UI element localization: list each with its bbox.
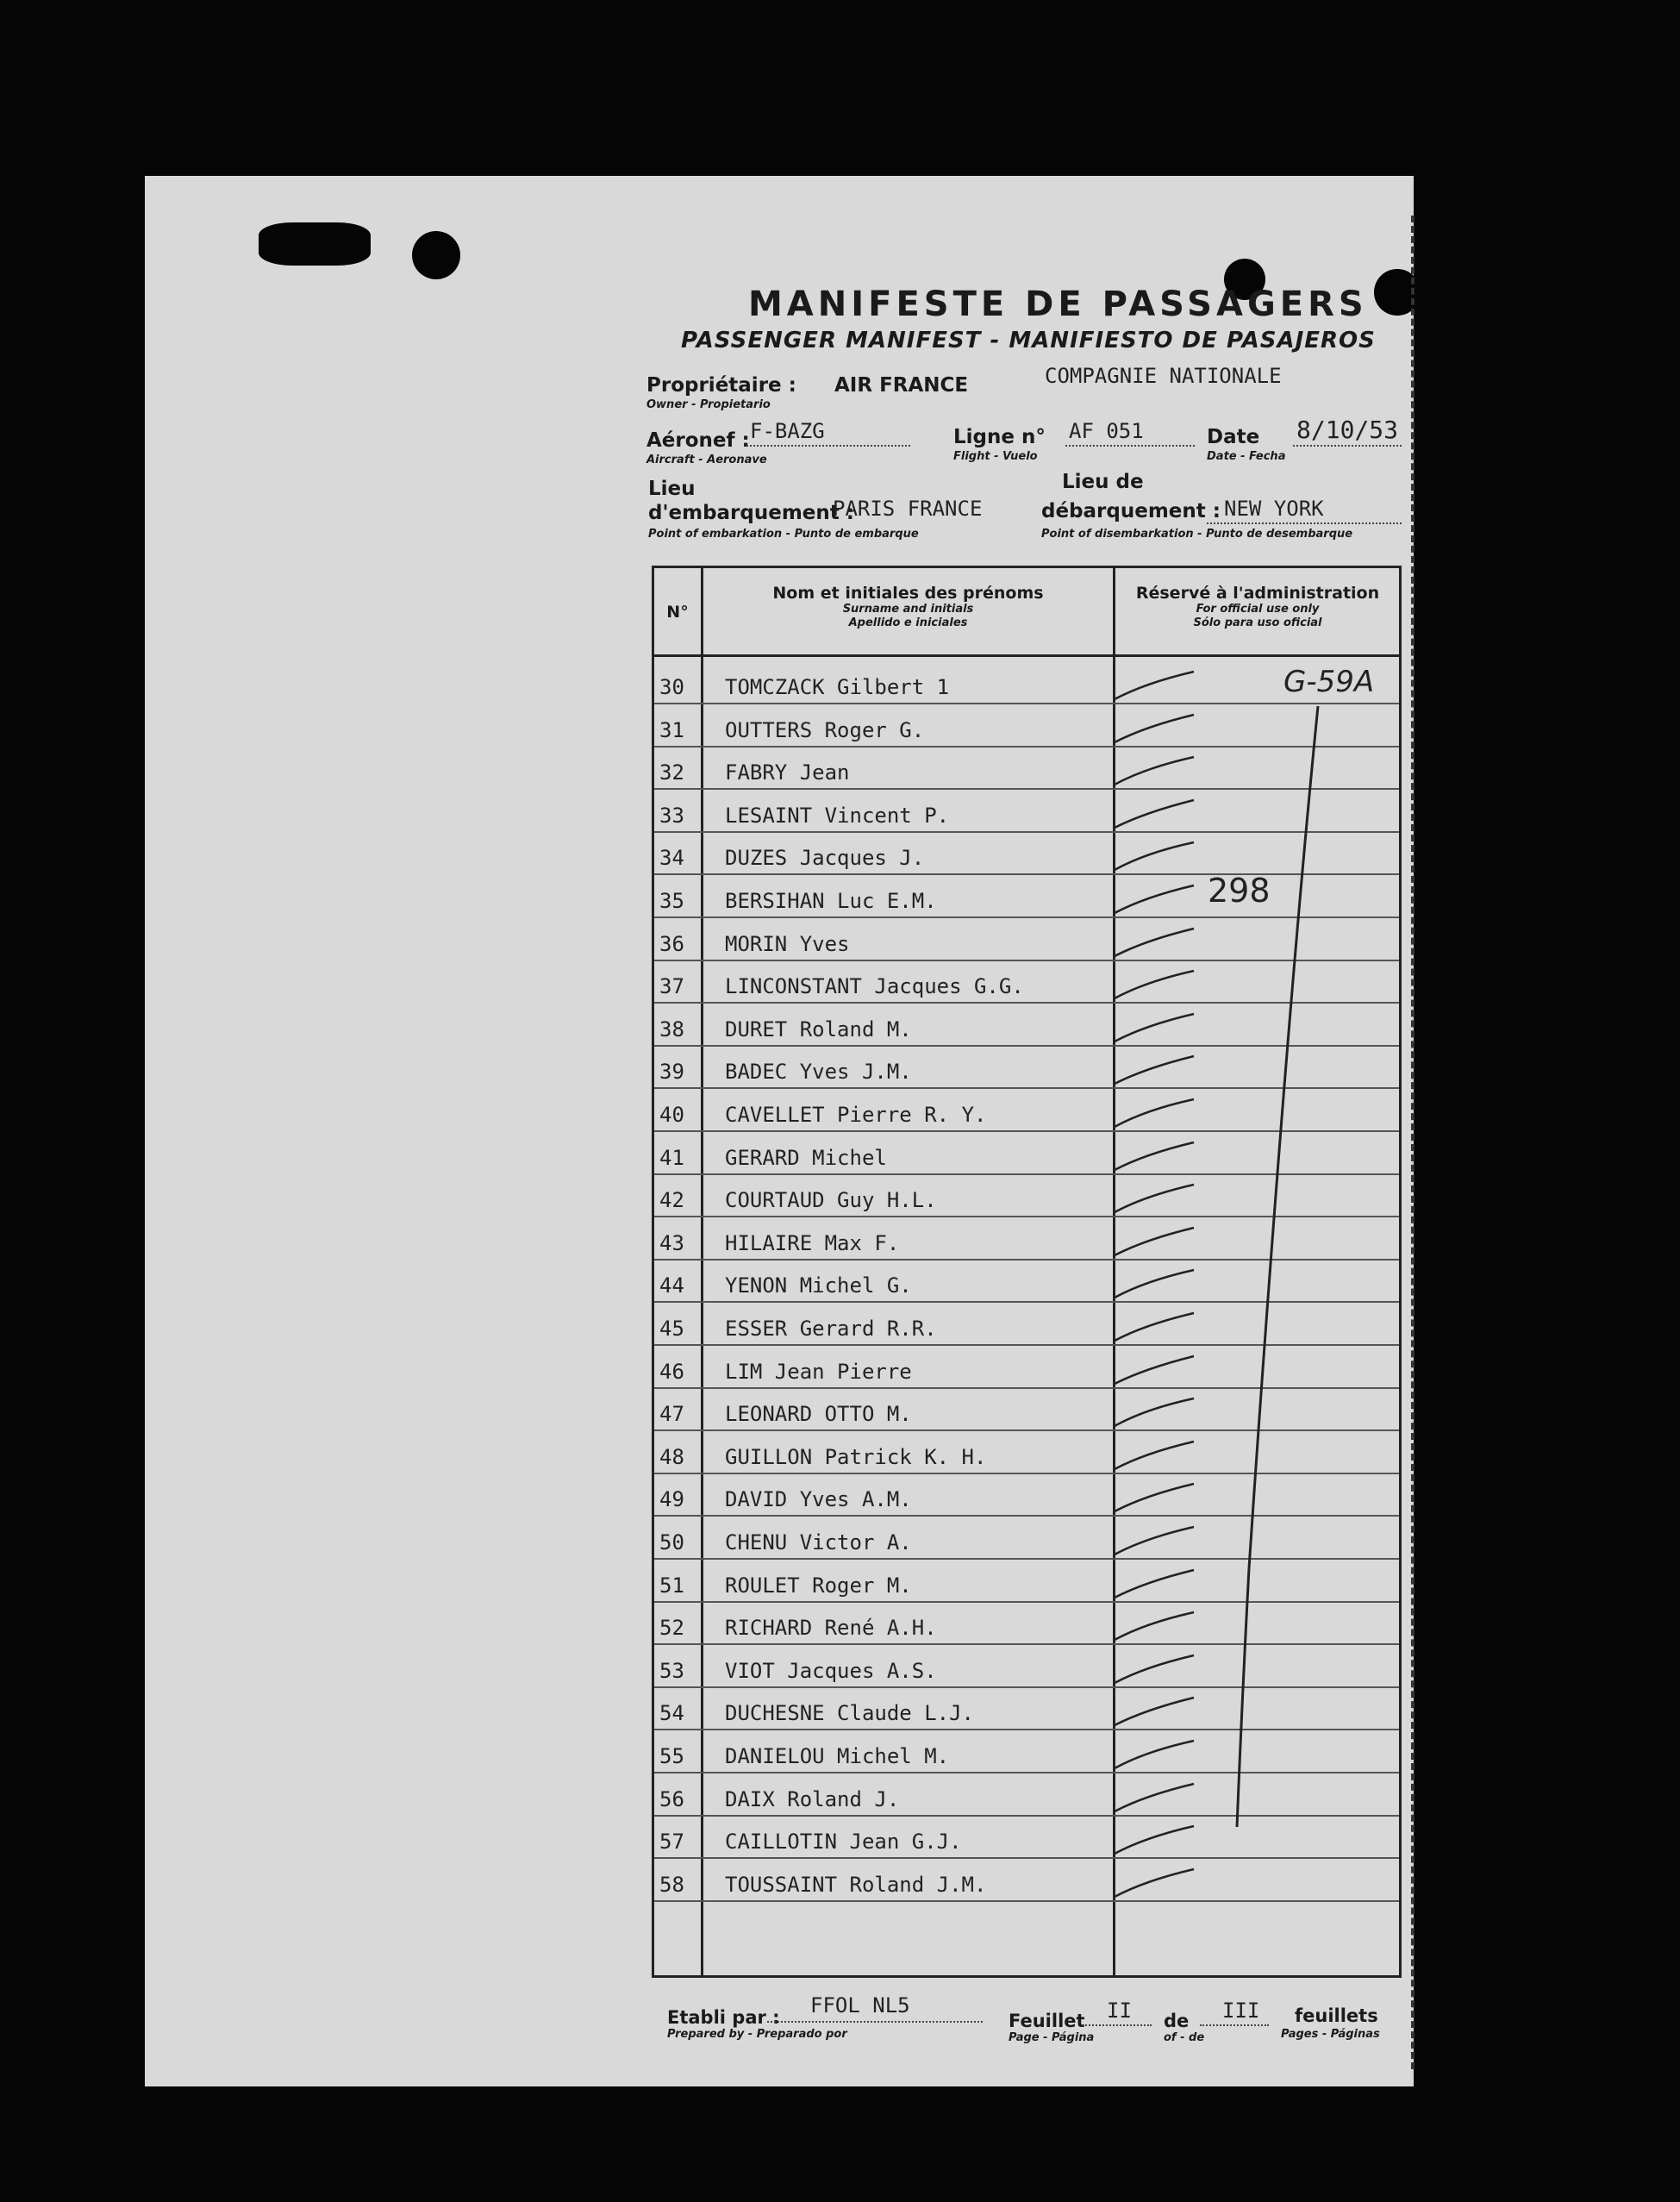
passenger-name: ROULET Roger M.	[725, 1573, 912, 1598]
check-mark	[1111, 1181, 1197, 1216]
table-row	[654, 1861, 1399, 1902]
of-label-sub: of - de	[1164, 2031, 1205, 2044]
passenger-name: CAILLOTIN Jean G.J.	[725, 1830, 962, 1855]
passenger-name: DAVID Yves A.M.	[725, 1487, 912, 1512]
check-mark	[1111, 1010, 1197, 1045]
passenger-number: 41	[659, 1145, 684, 1170]
passenger-number: 49	[659, 1487, 684, 1512]
passenger-name: TOUSSAINT Roland J.M.	[725, 1872, 987, 1897]
passenger-number: 38	[659, 1017, 684, 1042]
check-mark	[1111, 1480, 1197, 1515]
of-underline	[1200, 2024, 1269, 2026]
check-mark	[1111, 1096, 1197, 1130]
passenger-name: CHENU Victor A.	[725, 1530, 912, 1555]
reference-annotation: G-59A	[1283, 665, 1375, 699]
column-header-admin-es: Sólo para uso oficial	[1193, 616, 1322, 629]
check-mark	[1111, 797, 1197, 831]
column-header-number	[654, 603, 701, 622]
check-mark	[1111, 754, 1197, 788]
passenger-number: 53	[659, 1658, 684, 1683]
flight-label: Ligne n°	[953, 426, 1046, 448]
passenger-name: RICHARD René A.H.	[725, 1616, 937, 1641]
prepared-label-sub: Prepared by - Preparado por	[667, 2028, 847, 2041]
check-mark	[1111, 967, 1197, 1002]
passenger-name: FABRY Jean	[725, 760, 850, 785]
check-mark	[1111, 1139, 1197, 1173]
passenger-name: LIM Jean Pierre	[725, 1359, 912, 1384]
passenger-number: 55	[659, 1744, 684, 1768]
flight-value: AF 051	[1069, 419, 1144, 443]
prepared-underline	[767, 2021, 983, 2023]
disembarkation-label-top: Lieu de	[1062, 471, 1144, 493]
check-mark	[1111, 1523, 1197, 1558]
check-mark	[1111, 1053, 1197, 1087]
passenger-number: 40	[659, 1103, 684, 1127]
column-header-admin-label: Réservé à l'administration	[1135, 584, 1380, 603]
passenger-number: 39	[659, 1060, 684, 1085]
passenger-name: ESSER Gerard R.R.	[725, 1317, 937, 1341]
passenger-number: 33	[659, 803, 684, 828]
column-header-number-label: N°	[666, 603, 689, 622]
check-mark	[1111, 1866, 1197, 1900]
passenger-number: 47	[659, 1402, 684, 1427]
passenger-table	[652, 566, 1402, 1978]
prepared-value: FFOL NL5	[810, 1993, 910, 2017]
perforation-edge	[1411, 216, 1415, 2069]
check-mark	[1111, 1694, 1197, 1729]
passenger-name: TOMCZACK Gilbert 1	[725, 675, 950, 699]
passenger-name: BERSIHAN Luc E.M.	[725, 889, 937, 913]
passenger-number: 42	[659, 1188, 684, 1213]
passenger-number: 52	[659, 1616, 684, 1641]
punch-hole	[412, 231, 460, 279]
passenger-number: 50	[659, 1530, 684, 1555]
passenger-name: HILAIRE Max F.	[725, 1230, 900, 1255]
check-mark	[1111, 668, 1197, 703]
aircraft-value: F-BAZG	[750, 419, 825, 443]
column-header-admin	[1115, 584, 1400, 630]
check-mark	[1111, 1395, 1197, 1429]
passenger-name: BADEC Yves J.M.	[725, 1060, 912, 1085]
passenger-name: OUTTERS Roger G.	[725, 717, 925, 742]
passenger-number: 43	[659, 1230, 684, 1255]
row-rule	[654, 1900, 1399, 1902]
passenger-number: 57	[659, 1830, 684, 1855]
aircraft-underline	[746, 445, 910, 447]
passenger-name: MORIN Yves	[725, 931, 850, 956]
header-divider	[654, 654, 1399, 657]
date-value: 8/10/53	[1296, 416, 1399, 444]
passenger-name: VIOT Jacques A.S.	[725, 1658, 937, 1683]
passenger-name: YENON Michel G.	[725, 1273, 912, 1298]
aircraft-label: Aéronef :	[646, 429, 750, 452]
passenger-number: 51	[659, 1573, 684, 1598]
passenger-number: 30	[659, 675, 684, 699]
sheet-label-sub: Page - Página	[1009, 2031, 1095, 2044]
passenger-number: 46	[659, 1359, 684, 1384]
check-mark	[1111, 1267, 1197, 1301]
embarkation-value: PARIS FRANCE	[833, 497, 983, 521]
passenger-name: LEONARD OTTO M.	[725, 1402, 912, 1427]
document-subtitle: PASSENGER MANIFEST - MANIFIESTO DE PASAJEROS	[681, 328, 1376, 353]
passenger-name: LESAINT Vincent P.	[725, 803, 950, 828]
check-mark	[1111, 1652, 1197, 1686]
check-mark	[1111, 1224, 1197, 1259]
passenger-number: 48	[659, 1444, 684, 1469]
passenger-name: COURTAUD Guy H.L.	[725, 1188, 937, 1213]
embarkation-label-sub: Point of embarkation - Punto de embarque	[648, 528, 919, 541]
column-header-name-en: Surname and initials	[842, 603, 974, 616]
date-label: Date	[1207, 426, 1260, 448]
disembarkation-label: débarquement :	[1041, 500, 1221, 522]
owner-value: AIR FRANCE	[834, 374, 969, 397]
sheet-label: Feuillet	[1009, 2011, 1085, 2031]
check-mark	[1111, 1438, 1197, 1473]
check-mark	[1111, 1737, 1197, 1772]
owner-label-sub: Owner - Propietario	[646, 398, 771, 411]
column-header-name-label: Nom et initiales des prénoms	[772, 584, 1044, 603]
passenger-name: GERARD Michel	[725, 1145, 887, 1170]
passenger-number: 31	[659, 717, 684, 742]
check-mark	[1111, 1780, 1197, 1815]
passenger-name: GUILLON Patrick K. H.	[725, 1444, 987, 1469]
sheets-label: feuillets	[1295, 2005, 1378, 2026]
row-rule	[654, 1857, 1399, 1859]
of-label: de	[1164, 2011, 1190, 2031]
vertical-tally-line	[1232, 706, 1335, 1836]
column-header-admin-en: For official use only	[1196, 603, 1320, 616]
sheet-underline	[1083, 2024, 1152, 2026]
disembarkation-label-sub: Point of disembarkation - Punto de desembarque	[1041, 528, 1353, 541]
date-underline	[1293, 445, 1402, 447]
passenger-name: DANIELOU Michel M.	[725, 1744, 950, 1768]
passenger-number: 56	[659, 1786, 684, 1811]
torn-corner-mark	[259, 222, 371, 266]
sheets-label-sub: Pages - Páginas	[1281, 2028, 1380, 2041]
passenger-number: 54	[659, 1701, 684, 1726]
passenger-name: LINCONSTANT Jacques G.G.	[725, 974, 1024, 999]
disembarkation-underline	[1207, 522, 1402, 524]
column-header-name	[703, 584, 1113, 630]
column-header-name-es: Apellido e iniciales	[848, 616, 968, 629]
passenger-name: DURET Roland M.	[725, 1017, 912, 1042]
disembarkation-value: NEW YORK	[1224, 497, 1324, 521]
passenger-name: DUCHESNE Claude L.J.	[725, 1701, 974, 1726]
embarkation-label-top: Lieu	[648, 478, 696, 500]
passenger-number: 32	[659, 760, 684, 785]
count-annotation: 298	[1208, 872, 1271, 910]
flight-label-sub: Flight - Vuelo	[953, 450, 1038, 463]
passenger-name: CAVELLET Pierre R. Y.	[725, 1103, 987, 1127]
row-rule	[654, 703, 1399, 704]
passenger-number: 34	[659, 846, 684, 871]
passenger-number: 37	[659, 974, 684, 999]
check-mark	[1111, 925, 1197, 960]
passenger-number: 36	[659, 931, 684, 956]
check-mark	[1111, 882, 1197, 916]
passenger-name: DAIX Roland J.	[725, 1786, 900, 1811]
passenger-number: 35	[659, 889, 684, 913]
date-label-sub: Date - Fecha	[1207, 450, 1286, 463]
passenger-number: 45	[659, 1317, 684, 1341]
passenger-number: 44	[659, 1273, 684, 1298]
aircraft-label-sub: Aircraft - Aeronave	[646, 454, 767, 466]
check-mark	[1111, 711, 1197, 746]
check-mark	[1111, 1310, 1197, 1344]
check-mark	[1111, 1567, 1197, 1601]
passenger-name: DUZES Jacques J.	[725, 846, 925, 871]
embarkation-label: d'embarquement :	[648, 502, 854, 524]
check-mark	[1111, 1609, 1197, 1643]
passenger-number: 58	[659, 1872, 684, 1897]
owner-value-extra: COMPAGNIE NATIONALE	[1045, 364, 1282, 388]
check-mark	[1111, 839, 1197, 873]
check-mark	[1111, 1353, 1197, 1387]
check-mark	[1111, 1823, 1197, 1857]
sheet-value: II	[1107, 1999, 1132, 2023]
of-value: III	[1222, 1999, 1260, 2023]
flight-underline	[1065, 445, 1195, 447]
prepared-label: Etabli par :	[667, 2007, 780, 2028]
owner-label: Propriétaire :	[646, 374, 796, 397]
document-title: MANIFESTE DE PASSAGERS	[748, 285, 1368, 324]
